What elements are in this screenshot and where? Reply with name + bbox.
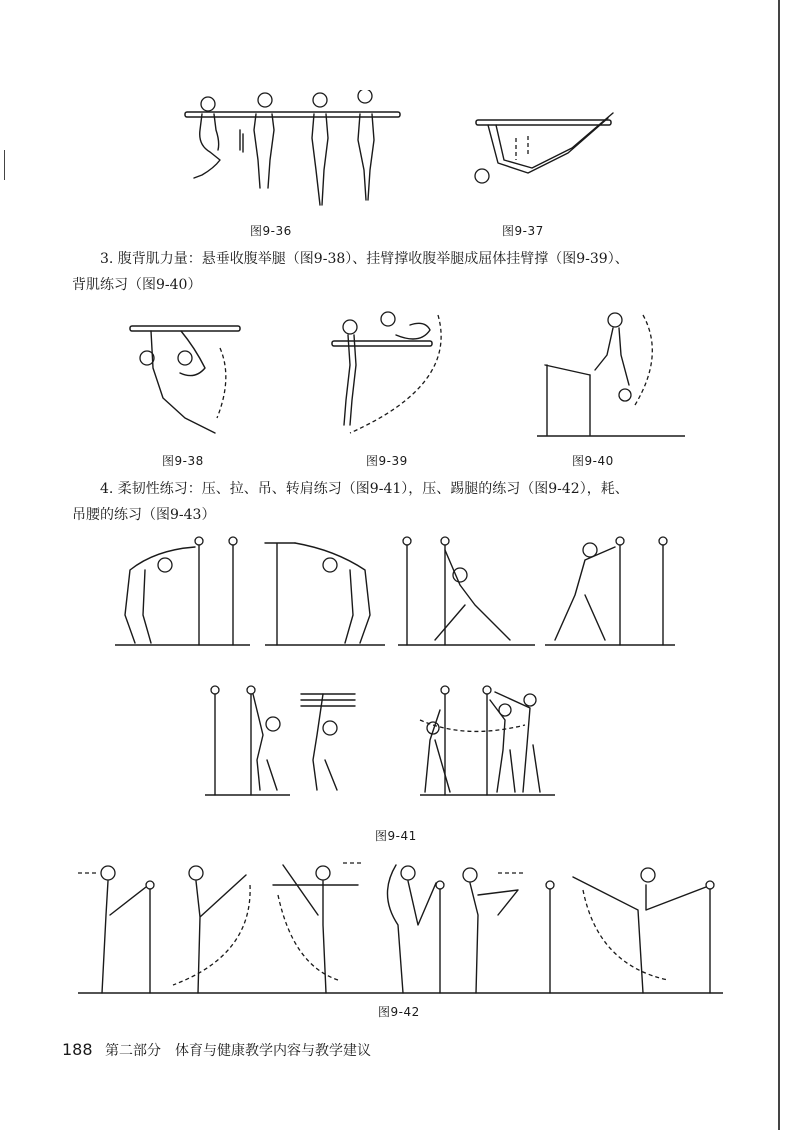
scan-edge-mark-left — [4, 150, 5, 180]
caption-fig-9-37: 图9-37 — [502, 224, 544, 238]
scan-edge-line-right — [778, 0, 780, 1130]
figure-9-41-bottom-row — [205, 680, 565, 800]
paragraph-flexibility-exercises — [72, 476, 732, 528]
paragraph-4-line-1: 4. 柔韧性练习：压、拉、吊、转肩练习（图9-41），压、踢腿的练习（图9-42），耗、 — [100, 481, 629, 497]
figure-9-42-illustration — [78, 855, 728, 995]
figure-9-38-illustration — [125, 318, 245, 443]
paragraph-3-line-1: 3. 腹背肌力量：悬垂收腹举腿（图9-38）、挂臂撑收腹举腿成屈体挂臂撑（图9-39）、 — [100, 251, 629, 267]
caption-fig-9-40: 图9-40 — [572, 454, 614, 468]
caption-fig-9-36: 图9-36 — [250, 224, 292, 238]
caption-fig-9-39: 图9-39 — [366, 454, 408, 468]
paragraph-4-line-2: 吊腰的练习（图9-43） — [72, 507, 216, 523]
caption-fig-9-41: 图9-41 — [375, 829, 417, 843]
paragraph-3-line-2: 背肌练习（图9-40） — [72, 277, 202, 293]
figure-9-41-top-row — [115, 535, 680, 650]
figure-9-40-illustration — [535, 300, 695, 440]
caption-fig-9-38: 图9-38 — [162, 454, 204, 468]
figure-9-39-illustration — [330, 305, 460, 440]
section-title: 第二部分 体育与健康教学内容与教学建议 — [105, 1043, 371, 1059]
page-footer — [62, 1040, 371, 1060]
caption-fig-9-42: 图9-42 — [378, 1005, 420, 1019]
figure-9-36-illustration — [180, 90, 410, 220]
paragraph-abdominal-back-strength — [72, 246, 732, 298]
page-number: 188 — [62, 1040, 93, 1059]
figure-9-37-illustration — [468, 108, 618, 198]
